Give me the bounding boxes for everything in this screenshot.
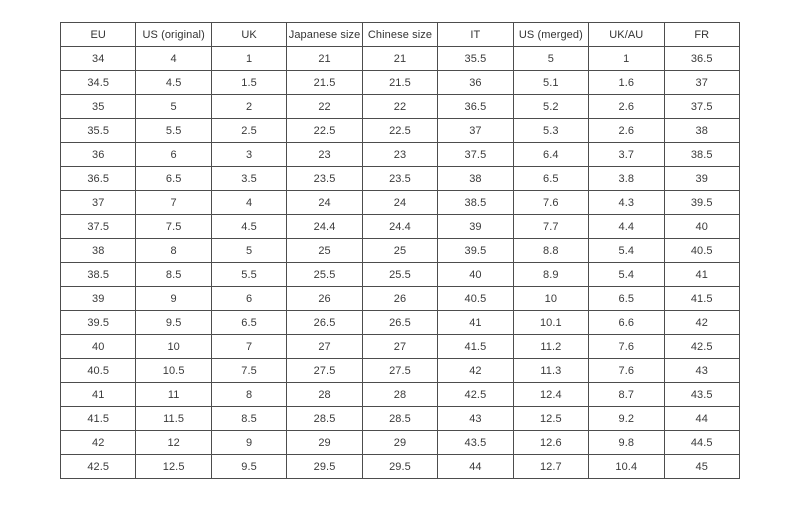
table-row: [61, 359, 740, 383]
table-cell: 4.4: [589, 215, 664, 239]
table-cell: 9.5: [211, 455, 286, 479]
table-cell: 2.5: [211, 119, 286, 143]
table-cell: 38: [664, 119, 740, 143]
table-cell: 8.8: [513, 239, 588, 263]
table-cell: 8.9: [513, 263, 588, 287]
table-cell: 4.5: [136, 71, 211, 95]
table-cell: 44: [664, 407, 740, 431]
table-cell: 3.5: [211, 167, 286, 191]
table-body: [61, 47, 740, 479]
column-header: IT: [438, 23, 513, 47]
table-cell: 1.6: [589, 71, 664, 95]
table-cell: 24: [287, 191, 362, 215]
table-cell: 5.3: [513, 119, 588, 143]
column-header: FR: [664, 23, 740, 47]
table-cell: 41: [61, 383, 136, 407]
table-cell: 37: [61, 191, 136, 215]
table-cell: 42.5: [438, 383, 513, 407]
table-cell: 2.6: [589, 119, 664, 143]
table-cell: 37.5: [61, 215, 136, 239]
table-row: [61, 239, 740, 263]
table-cell: 10.4: [589, 455, 664, 479]
table-cell: 22: [362, 95, 437, 119]
table-cell: 29.5: [362, 455, 437, 479]
table-cell: 23: [362, 143, 437, 167]
table-cell: 25.5: [287, 263, 362, 287]
table-cell: 41.5: [664, 287, 740, 311]
table-cell: 11.3: [513, 359, 588, 383]
table-cell: 39.5: [438, 239, 513, 263]
table-cell: 6.5: [136, 167, 211, 191]
table-row: [61, 431, 740, 455]
table-cell: 36.5: [664, 47, 740, 71]
table-cell: 34: [61, 47, 136, 71]
table-cell: 35.5: [438, 47, 513, 71]
table-cell: 39: [438, 215, 513, 239]
table-cell: 42: [61, 431, 136, 455]
table-cell: 22.5: [287, 119, 362, 143]
table-cell: 22.5: [362, 119, 437, 143]
table-cell: 10: [513, 287, 588, 311]
table-cell: 28: [287, 383, 362, 407]
table-cell: 21: [287, 47, 362, 71]
table-cell: 11: [136, 383, 211, 407]
table-cell: 44.5: [664, 431, 740, 455]
table-cell: 4.3: [589, 191, 664, 215]
table-cell: 9.2: [589, 407, 664, 431]
table-row: [61, 455, 740, 479]
table-row: [61, 71, 740, 95]
table-cell: 7.5: [136, 215, 211, 239]
column-header: UK: [211, 23, 286, 47]
table-cell: 40: [61, 335, 136, 359]
table-cell: 9: [136, 287, 211, 311]
table-cell: 23.5: [362, 167, 437, 191]
table-cell: 7: [136, 191, 211, 215]
table-cell: 10.5: [136, 359, 211, 383]
table-row: [61, 383, 740, 407]
table-cell: 43.5: [438, 431, 513, 455]
table-cell: 37.5: [664, 95, 740, 119]
table-cell: 5.5: [136, 119, 211, 143]
table-cell: 39: [61, 287, 136, 311]
table-cell: 11.5: [136, 407, 211, 431]
table-row: [61, 263, 740, 287]
column-header: EU: [61, 23, 136, 47]
table-cell: 41: [664, 263, 740, 287]
table-cell: 43: [438, 407, 513, 431]
table-cell: 4: [211, 191, 286, 215]
table-cell: 6.6: [589, 311, 664, 335]
table-cell: 41: [438, 311, 513, 335]
table-cell: 38.5: [664, 143, 740, 167]
table-cell: 12.5: [513, 407, 588, 431]
table-cell: 24.4: [362, 215, 437, 239]
table-cell: 35.5: [61, 119, 136, 143]
column-header: Chinese size: [362, 23, 437, 47]
table-row: [61, 119, 740, 143]
table-cell: 5.5: [211, 263, 286, 287]
table-cell: 42: [664, 311, 740, 335]
table-cell: 12.5: [136, 455, 211, 479]
table-cell: 29: [287, 431, 362, 455]
table-cell: 8: [211, 383, 286, 407]
table-cell: 3: [211, 143, 286, 167]
table-cell: 38.5: [61, 263, 136, 287]
table-cell: 25.5: [362, 263, 437, 287]
table-cell: 36.5: [438, 95, 513, 119]
table-cell: 27.5: [362, 359, 437, 383]
table-cell: 6.5: [589, 287, 664, 311]
table-row: [61, 335, 740, 359]
table-cell: 28: [362, 383, 437, 407]
table-cell: 27: [287, 335, 362, 359]
table-cell: 40.5: [664, 239, 740, 263]
table-cell: 12: [136, 431, 211, 455]
table-cell: 36: [61, 143, 136, 167]
table-cell: 9.8: [589, 431, 664, 455]
table-cell: 7: [211, 335, 286, 359]
table-cell: 5.4: [589, 239, 664, 263]
table-cell: 39: [664, 167, 740, 191]
table-cell: 7.6: [589, 359, 664, 383]
table-cell: 12.4: [513, 383, 588, 407]
table-row: [61, 167, 740, 191]
table-cell: 2.6: [589, 95, 664, 119]
table-cell: 27.5: [287, 359, 362, 383]
table-cell: 12.6: [513, 431, 588, 455]
table-cell: 26.5: [287, 311, 362, 335]
table-cell: 38: [61, 239, 136, 263]
table-cell: 1.5: [211, 71, 286, 95]
table-row: [61, 287, 740, 311]
table-cell: 5: [211, 239, 286, 263]
table-header-row: [61, 23, 740, 47]
table-cell: 26: [287, 287, 362, 311]
table-cell: 38: [438, 167, 513, 191]
table-cell: 5: [136, 95, 211, 119]
table-row: [61, 407, 740, 431]
table-cell: 34.5: [61, 71, 136, 95]
table-cell: 23.5: [287, 167, 362, 191]
column-header: US (merged): [513, 23, 588, 47]
table-row: [61, 47, 740, 71]
table-cell: 2: [211, 95, 286, 119]
table-cell: 7.6: [513, 191, 588, 215]
shoe-size-conversion-table: [60, 22, 740, 479]
table-cell: 21.5: [362, 71, 437, 95]
column-header: US (original): [136, 23, 211, 47]
column-header: UK/AU: [589, 23, 664, 47]
table-cell: 26.5: [362, 311, 437, 335]
table-cell: 36: [438, 71, 513, 95]
table-cell: 9: [211, 431, 286, 455]
table-cell: 37: [664, 71, 740, 95]
table-cell: 8.5: [136, 263, 211, 287]
table-cell: 29.5: [287, 455, 362, 479]
table-cell: 40: [664, 215, 740, 239]
table-cell: 8.7: [589, 383, 664, 407]
table-cell: 5.2: [513, 95, 588, 119]
table-cell: 7.7: [513, 215, 588, 239]
table-cell: 6.4: [513, 143, 588, 167]
table-cell: 25: [287, 239, 362, 263]
table-cell: 5.1: [513, 71, 588, 95]
table-cell: 6.5: [211, 311, 286, 335]
table-cell: 24.4: [287, 215, 362, 239]
table-cell: 36.5: [61, 167, 136, 191]
table-cell: 12.7: [513, 455, 588, 479]
table-cell: 27: [362, 335, 437, 359]
table-cell: 29: [362, 431, 437, 455]
column-header: Japanese size: [287, 23, 362, 47]
table-cell: 39.5: [61, 311, 136, 335]
table-cell: 40: [438, 263, 513, 287]
table-cell: 8: [136, 239, 211, 263]
table-cell: 4.5: [211, 215, 286, 239]
table-cell: 5.4: [589, 263, 664, 287]
table-cell: 24: [362, 191, 437, 215]
table-row: [61, 191, 740, 215]
table-cell: 10.1: [513, 311, 588, 335]
table-cell: 45: [664, 455, 740, 479]
table-row: [61, 143, 740, 167]
table-cell: 6: [211, 287, 286, 311]
table-cell: 43: [664, 359, 740, 383]
table-cell: 28.5: [362, 407, 437, 431]
table-head: [61, 23, 740, 47]
table-cell: 11.2: [513, 335, 588, 359]
table-cell: 21: [362, 47, 437, 71]
table-cell: 40.5: [61, 359, 136, 383]
table-cell: 25: [362, 239, 437, 263]
table-cell: 23: [287, 143, 362, 167]
table-row: [61, 95, 740, 119]
table-cell: 21.5: [287, 71, 362, 95]
table-cell: 41.5: [438, 335, 513, 359]
table-cell: 1: [211, 47, 286, 71]
table-cell: 7.6: [589, 335, 664, 359]
table-cell: 28.5: [287, 407, 362, 431]
table-cell: 6: [136, 143, 211, 167]
table-cell: 22: [287, 95, 362, 119]
table-cell: 1: [589, 47, 664, 71]
table-cell: 6.5: [513, 167, 588, 191]
table-cell: 5: [513, 47, 588, 71]
table-cell: 4: [136, 47, 211, 71]
table-cell: 42: [438, 359, 513, 383]
table-cell: 37: [438, 119, 513, 143]
table-cell: 3.7: [589, 143, 664, 167]
table-row: [61, 215, 740, 239]
table-cell: 3.8: [589, 167, 664, 191]
table-cell: 43.5: [664, 383, 740, 407]
table-cell: 35: [61, 95, 136, 119]
table-cell: 26: [362, 287, 437, 311]
table-cell: 44: [438, 455, 513, 479]
table-cell: 42.5: [61, 455, 136, 479]
table-cell: 37.5: [438, 143, 513, 167]
table-row: [61, 311, 740, 335]
table-cell: 38.5: [438, 191, 513, 215]
table-cell: 7.5: [211, 359, 286, 383]
table-cell: 40.5: [438, 287, 513, 311]
table-cell: 9.5: [136, 311, 211, 335]
table-cell: 41.5: [61, 407, 136, 431]
table-cell: 10: [136, 335, 211, 359]
table-cell: 42.5: [664, 335, 740, 359]
table-cell: 8.5: [211, 407, 286, 431]
table-cell: 39.5: [664, 191, 740, 215]
